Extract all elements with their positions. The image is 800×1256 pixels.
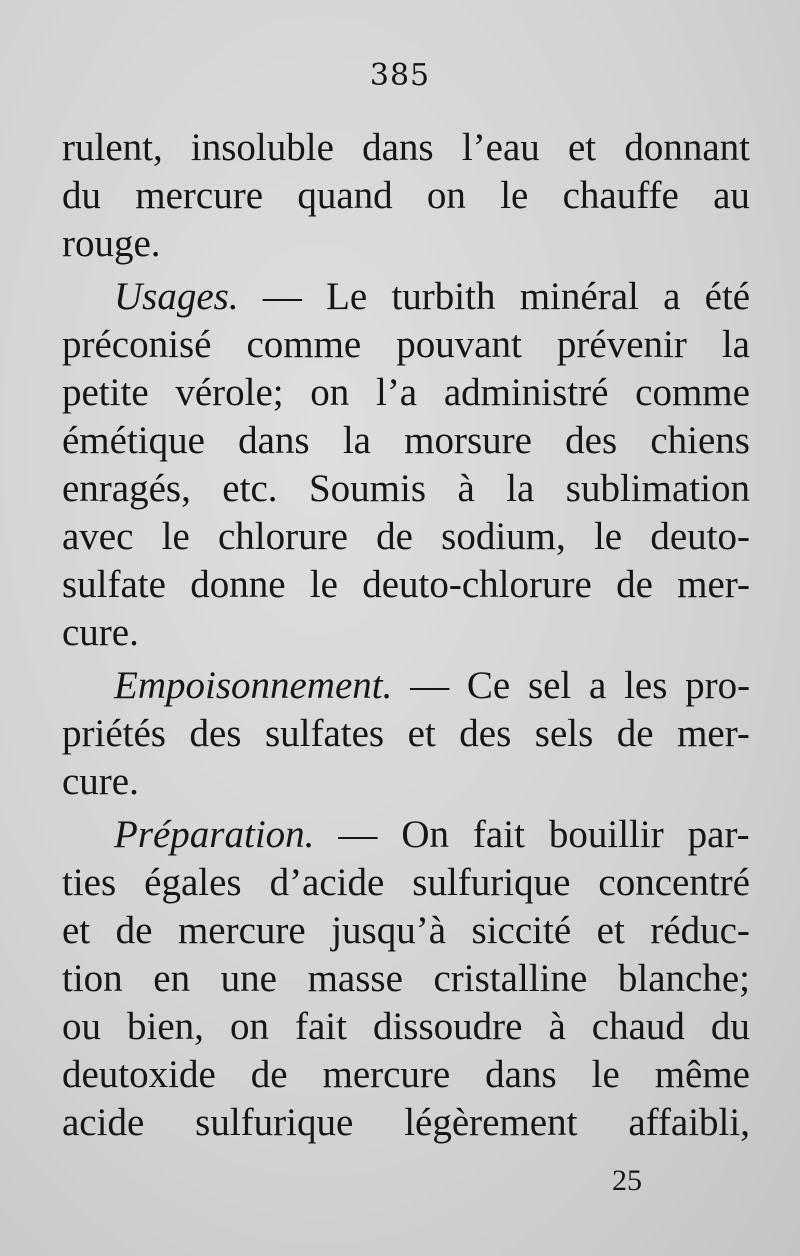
text-line [62,955,750,1003]
word: à [548,1005,566,1048]
word: au [713,174,750,217]
word: avec [62,515,134,558]
word: réduc- [650,909,750,952]
word: le [309,563,338,606]
word: deuto- [650,515,750,558]
word: mer- [677,563,750,606]
word: blanche; [617,957,750,1000]
word: dans [362,126,434,169]
word: insoluble [190,126,334,169]
word: sulfurique [195,1101,354,1144]
word: mercure [135,174,264,217]
text-line [62,465,750,513]
word: sublimation [565,467,750,510]
word: priétés [62,712,166,755]
word: mercure [322,1053,451,1096]
word: sels [534,712,594,755]
word: affaibli, [628,1101,750,1144]
word: on [310,371,350,414]
word: pouvant [396,323,522,366]
word: de [616,563,653,606]
word: l’a [375,371,418,414]
word: de [250,1053,288,1096]
word: sulfate [62,563,166,606]
word: de [115,909,153,952]
word: légèrement [404,1101,578,1144]
word: comme [246,323,362,366]
word: masse [307,957,403,1000]
line-content [114,811,750,859]
word: du [62,174,101,217]
section-heading-empoisonnement: Empoisonnement. [114,664,393,707]
word: émétique [62,419,205,462]
word: mercure [177,909,306,952]
word: dans [485,1053,557,1096]
text-line [62,907,750,955]
text-line [62,321,750,369]
text-line [62,124,750,172]
word: d’acide [269,861,385,904]
signature-mark: 25 [612,1164,642,1197]
section-heading-preparation: Préparation. [114,813,315,856]
word: la [721,323,750,366]
text-line: rouge. [62,222,161,265]
text-line [62,561,750,609]
word: tion [62,957,123,1000]
line-content [114,662,750,710]
word: même [654,1053,750,1096]
word: bien, [127,1005,204,1048]
word: le [591,1053,620,1096]
word: cristalline [433,957,588,1000]
word: siccité [471,909,572,952]
word: une [220,957,277,1000]
paragraph-first-line [62,273,750,321]
word: deutoxide [62,1053,216,1096]
text-line [62,1051,750,1099]
word: et [567,126,597,169]
word: dissoudre [372,1005,523,1048]
word: de [376,515,413,558]
word: des [189,712,242,755]
word: dans [238,419,310,462]
word: vérole; [175,371,284,414]
word: donne [190,563,286,606]
word: chaud [591,1005,685,1048]
word: acide [62,1101,145,1144]
word: en [153,957,191,1000]
page-number: 385 [369,58,431,93]
section-heading-usages: Usages. [114,275,239,318]
word: l’eau [461,126,540,169]
text-line [62,369,750,417]
word: chiens [650,419,750,462]
text-line: cure. [62,611,139,654]
word: prévenir [556,323,687,366]
word: chlorure [218,515,348,558]
text-line [62,417,750,465]
word: sodium, [441,515,566,558]
word: préconisé [62,323,212,366]
text-line [62,1099,750,1147]
word: concentré [598,861,750,904]
word: donnant [624,126,750,169]
word: ou [62,1005,101,1048]
word: et [62,909,91,952]
word: on [229,1005,269,1048]
word: administré [443,371,609,414]
word: petite [62,371,149,414]
line-content [114,273,750,321]
word: des [459,712,512,755]
word: de [616,712,654,755]
word: ties [62,861,117,904]
word: comme [635,371,750,414]
word: jusqu’à [331,909,447,952]
word: la [506,467,535,510]
text-line [62,513,750,561]
word: le [593,515,623,558]
word: on [426,174,466,217]
paragraph-first-line [62,811,750,859]
text-run: — On fait bouillir par- [314,813,750,856]
word: sulfurique [412,861,571,904]
text-line: cure. [62,760,139,803]
word: enragés, [62,467,191,510]
word: sulfates [264,712,385,755]
text-run: — Ce sel a les pro- [392,664,751,707]
text-line [62,1003,750,1051]
text-line [62,710,750,758]
word: quand [297,174,393,217]
word: mer- [677,712,750,755]
word: à [457,467,475,510]
word: du [710,1005,750,1048]
word: la [342,419,371,462]
word: Soumis [308,467,426,510]
text-run: — Le turbith minéral a été [238,275,751,318]
word: etc. [222,467,278,510]
word: le [161,515,190,558]
text-line [62,859,750,907]
word: égales [144,861,242,904]
paragraph-first-line [62,662,750,710]
text-line [62,172,750,220]
word: le [500,174,529,217]
word: chauffe [562,174,679,217]
word: et [596,909,625,952]
word: fait [294,1005,347,1048]
word: rulent, [62,126,163,169]
body-text [62,124,750,1147]
word: et [407,712,436,755]
word: morsure [404,419,532,462]
word: deuto-chlorure [362,563,592,606]
word: des [565,419,618,462]
